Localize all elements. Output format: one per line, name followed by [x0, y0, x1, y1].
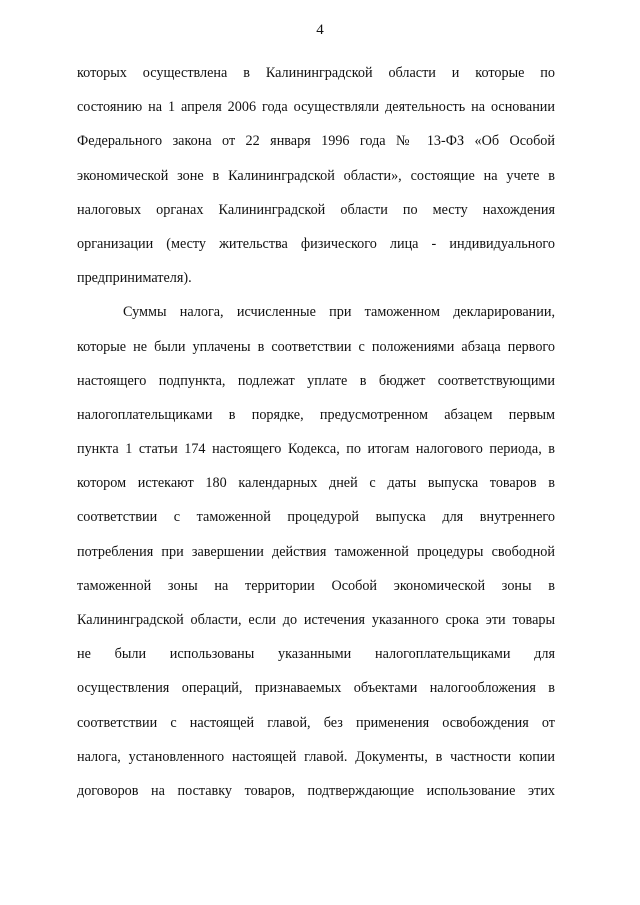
text-line: не были использованы указанными налогоплательщиками для [77, 646, 555, 663]
text-line: соответствии с таможенной процедурой выпуска для внутреннего [77, 509, 555, 526]
text-line: налогоплательщиками в порядке, предусмотренном абзацем первым [77, 406, 555, 423]
paragraph-2 [77, 295, 555, 808]
text-line: предпринимателя). [77, 270, 192, 287]
text-line: договоров на поставку товаров, подтверждающие использование этих [77, 782, 555, 799]
paragraph-1 [77, 56, 555, 295]
text-line: котором истекают 180 календарных дней с даты выпуска товаров в [77, 475, 555, 492]
text-line: которых осуществлена в Калининградской области и которые по [77, 65, 555, 81]
text-line: которые не были уплачены в соответствии с положениями абзаца первого [77, 338, 555, 355]
text-line: потребления при завершении действия таможенной процедуры свободной [77, 543, 555, 560]
text-line: организации (месту жительства физического лица - индивидуального [77, 235, 555, 252]
text-line: налога, установленного настоящей главой. Документы, в частности копии [77, 748, 555, 765]
text-line: состоянию на 1 апреля 2006 года осуществляли деятельность на основании [77, 99, 555, 116]
text-line: налоговых органах Калининградской области по месту нахождения [77, 201, 555, 218]
text-line: настоящего подпункта, подлежат уплате в бюджет соответствующими [77, 372, 555, 389]
text-line: Калининградской области, если до истечения указанного срока эти товары [77, 612, 555, 628]
text-line: осуществления операций, признаваемых объектами налогообложения в [77, 680, 555, 697]
text-line: соответствии с настоящей главой, без применения освобождения от [77, 714, 555, 731]
text-line: таможенной зоны на территории Особой экономической зоны в [77, 577, 555, 594]
page-number: 4 [316, 22, 324, 38]
text-line: пункта 1 статьи 174 настоящего Кодекса, по итогам налогового периода, в [77, 441, 555, 458]
text-line: экономической зоне в Калининградской области», состоящие на учете в [77, 167, 555, 184]
text-line: Федерального закона от 22 января 1996 года № 13-ФЗ «Об Особой [77, 133, 555, 150]
text-line: Суммы налога, исчисленные при таможенном декларировании, [123, 304, 555, 321]
document-body [77, 56, 555, 808]
